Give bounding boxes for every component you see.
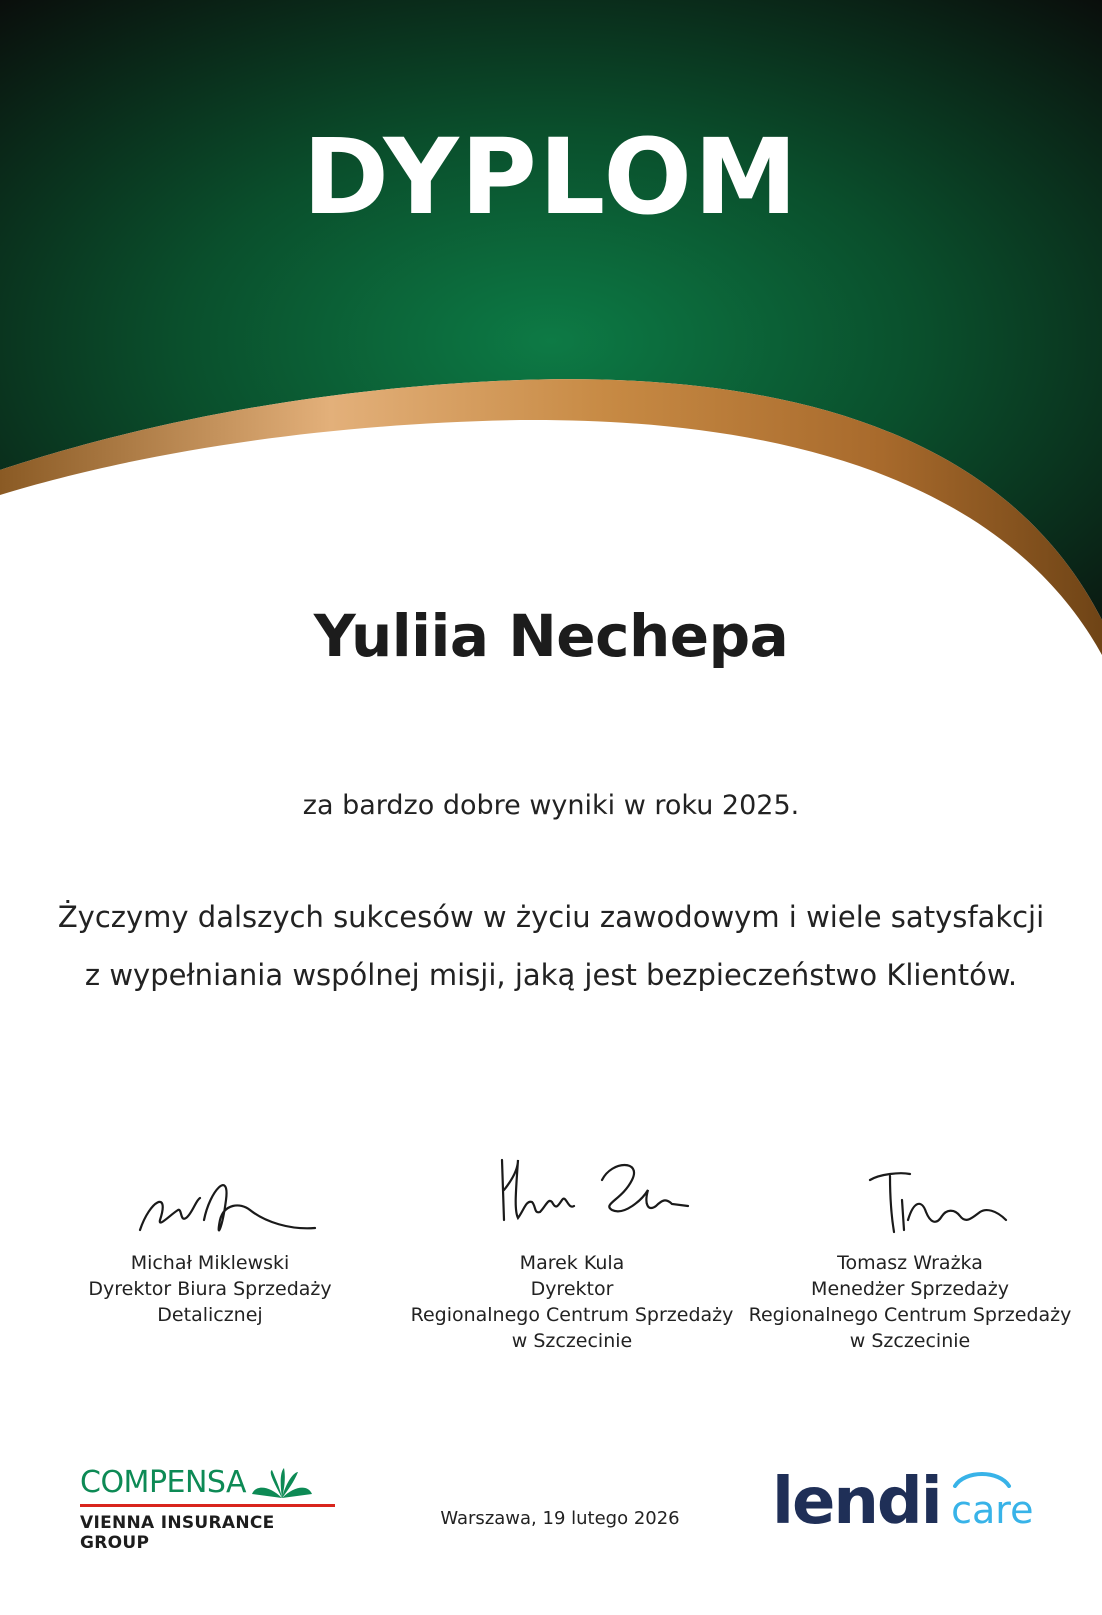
header-decoration [0,0,1102,700]
wish-line-2: z wypełniania wspólnej misji, jaką jest bezpieczeństwo Klientów. [84,958,1018,992]
compensa-shell-icon [250,1466,314,1500]
compensa-red-rule [80,1504,335,1507]
signatory-2-city: w Szczecinie [511,1330,633,1352]
care-text: care [951,1488,1034,1532]
signature-block-3 [740,1160,1080,1354]
compensa-logo [80,1465,345,1553]
signature-block-1 [40,1160,380,1328]
lendi-care-logo [772,1465,1033,1545]
signature-2-image [452,1140,692,1250]
signatory-2-name: Marek Kula [519,1252,625,1274]
compensa-subtitle: VIENNA INSURANCE GROUP [80,1513,275,1553]
signatory-3-name: Tomasz Wrażka [837,1252,983,1274]
care-wordmark [951,1488,1033,1532]
signatory-1-name: Michał Miklewski [130,1252,290,1274]
signal-arc-icon [951,1466,1013,1488]
signatory-2-role: Dyrektor [530,1278,614,1300]
award-reason: za bardzo dobre wyniki w roku 2025. [302,790,800,821]
compensa-wordmark: COMPENSA [80,1465,247,1500]
signatory-1-role: Dyrektor Biura Sprzedaży Detalicznej [88,1278,332,1326]
diploma-title: DYPLOM [302,116,800,238]
signature-1-image [100,1160,320,1250]
signatory-2-unit: Regionalnego Centrum Sprzedaży [410,1304,734,1326]
recipient-name: Yuliia Nechepa [313,602,789,670]
wish-line-1: Życzymy dalszych sukcesów w życiu zawodowym i wiele satysfakcji [57,900,1045,934]
signature-block-2 [402,1140,742,1354]
place-and-date: Warszawa, 19 lutego 2026 [440,1508,680,1529]
signatory-3-role: Menedżer Sprzedaży [811,1278,1009,1300]
signature-3-image [790,1160,1030,1250]
lendi-wordmark: lendi [772,1465,941,1539]
signatory-3-city: w Szczecinie [849,1330,971,1352]
signatory-3-unit: Regionalnego Centrum Sprzedaży [748,1304,1072,1326]
